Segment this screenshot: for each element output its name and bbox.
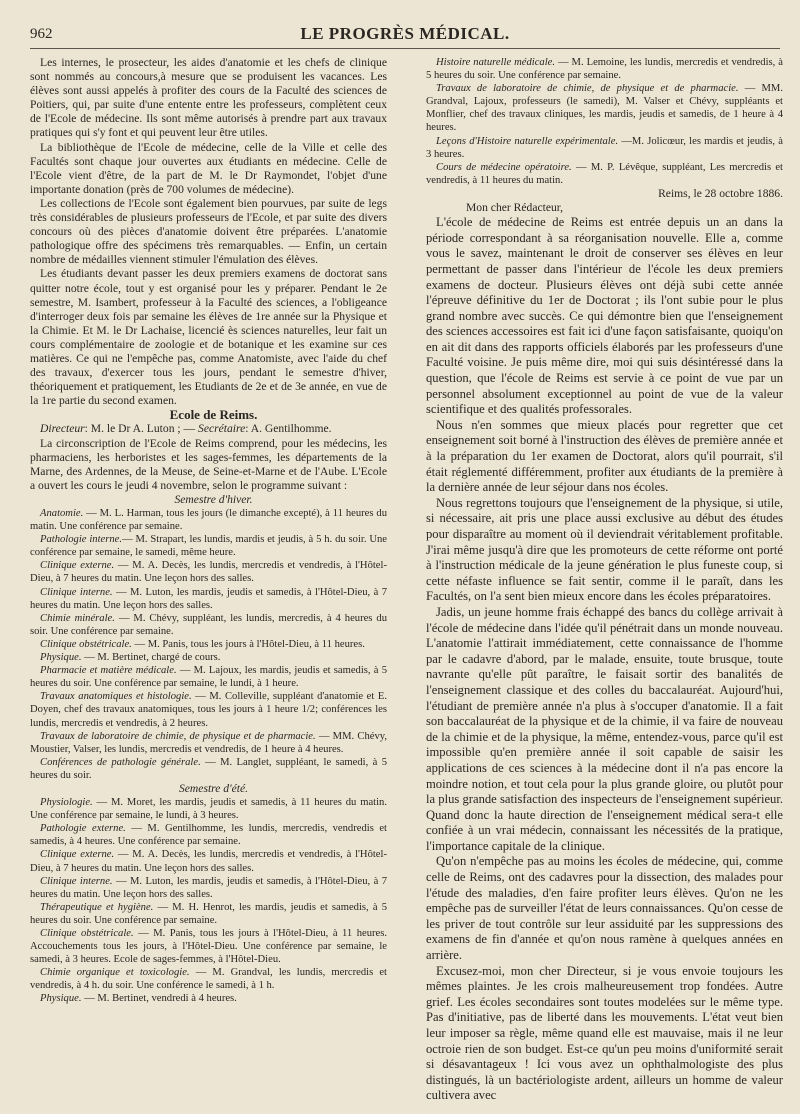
course-name: Physique. [40, 993, 82, 1005]
course-name: Chimie organique et toxicologie. [40, 967, 190, 979]
course-entry [30, 612, 387, 638]
course-details: — M. Bertinet, chargé de cours. [81, 652, 221, 664]
course-details: — M. Lemoine, les lundis, mercredis et vendredis, à 5 heures du soir. Une conférence par semaine. [426, 57, 783, 82]
course-details: —M. Jolicœur, les mardis et jeudis, à 3 heures. [426, 135, 783, 160]
course-entry [426, 82, 783, 134]
secretaire-name: : A. Gentilhomme. [245, 422, 332, 436]
course-details: — M. L. Harman, tous les jours (le dimanche excepté), à 11 heures du matin. Une conférence par semaine. [30, 508, 387, 533]
right-course-list [426, 56, 783, 187]
course-details: — M. A. Decès, les lundis, mercredis et vendredis, à l'Hôtel-Dieu, à 7 heures du matin. Une leçon hors des salles. [30, 849, 387, 874]
directeur-line [30, 422, 387, 436]
page-header [30, 24, 780, 46]
course-name: Histoire naturelle médicale. [436, 57, 556, 68]
course-entry [426, 56, 783, 82]
course-entry [30, 586, 387, 612]
course-details: — M. Lajoux, les mardis, jeudis et samedis, à 5 heures du soir. Une conférence par semaine, le lundi, à 1 heure. [30, 665, 387, 690]
course-details: — M. Colleville, suppléant d'anatomie et E. Doyen, chef des travaux anatomiques, tous les jours à 1 heure 1/2; conférences les lundis, mercredis et vendredis, à 2 heures. [30, 691, 387, 729]
page-number: 962 [30, 26, 53, 42]
course-name: Pathologie externe. [40, 823, 126, 835]
course-entry [30, 848, 387, 874]
course-name: Chimie minérale. [40, 612, 115, 624]
course-details: — M. Grandval, les lundis, mercredis et vendredis, à 4 h. du soir. Une conférence le samedi, à 1 h. [30, 967, 387, 992]
course-details: — MM. Chévy, Moustier, Valser, les lundis, mercredis et vendredis, de 1 heure à 4 heures. [30, 730, 387, 755]
letter-paragraph: Excusez-moi, mon cher Directeur, si je vous envoie toujours les mêmes plaintes. Je les crois malheureusement trop fondées. Autre grief. Les écoles secondaires sont toutes modelées sur le même type. Pas d'initiative, pas de liberté dans les mouvements. L'état veut bien leur imposer sa règle, même quand elle est mauvaise, mais il ne leur octroie rien de son budget. Est-ce qu'un peu moins d'uniformité serait si désavantageux ! Ici vous avez un ophthalmologiste des plus distingués, là un bactériologiste ardent, ailleurs un homme de valeur cultivera avec [426, 963, 783, 1103]
hiver-course-list [30, 507, 387, 782]
course-entry [30, 559, 387, 585]
course-entry [30, 966, 387, 992]
semestre-ete-title: Semestre d'été. [178, 781, 248, 795]
paragraph: Les collections de l'Ecole sont également bien pourvues, par suite de legs très considérables de plusieurs professeurs de l'Ecole, et par suite des divers concours où des pièces d'anatomie doivent être préparées. L'anatomie pathologique offre des spécimens très remarquables. — Enfin, un certain nombre de médailles viennent stimuler l'émulation des élèves. [30, 196, 387, 267]
letter-body [426, 215, 783, 1104]
course-entry [30, 730, 387, 756]
course-name: Pharmacie et matière médicale. [40, 665, 177, 677]
course-details: — MM. Grandval, Lajoux, professeurs (le samedi), M. Valser et Chévy, suppléants et Monflier, chef des travaux cliniques, les mardis, jeudis et samedis, de 1 heure à 4 heures. [426, 83, 783, 134]
course-name: Clinique externe. [40, 849, 115, 861]
letter-paragraph: Qu'on n'empêche pas au moins les écoles de médecine, qui, comme celle de Reims, ont des cadavres pour la dissection, des malades pour l'étude des maladies, d'en faire profiter leurs élèves. Qu'on ne les empêche pas de surveiller l'état de leurs connaissances. Qu'on cesse de les priver de tout contrôle sur leur assiduité par les suppressions des examens de fin d'année et qu'on nous ramène à quelques années en arrière. [426, 854, 783, 963]
course-name: Anatomie. [40, 508, 84, 519]
course-details: — M. P. Lévêque, suppléant, Les mercredis et vendredis, à 11 heures du matin. [426, 161, 783, 186]
course-name: Clinique interne. [40, 875, 113, 887]
running-head-title: LE PROGRÈS MÉDICAL. [300, 24, 510, 43]
letter-paragraph: Nous regrettons toujours que l'enseignement de la physique, si utile, si nécessaire, ait pris une place aussi exclusive au début des études pour disparaître au moment où il deviendrait véritablement profitable. J'irai même jusqu'à dire que les promoteurs de cette réforme ont porté à l'instruction médicale de la jeune génération le plus funeste coup, si cette néfaste influence se fait sentir, comme il le paraît, dans les Facultés, on l'a sent bien mieux encore dans les écoles préparatoires. [426, 495, 783, 604]
ete-course-list [30, 796, 387, 1006]
letter-paragraph: Jadis, un jeune homme frais échappé des bancs du collège arrivait à l'école de médecine dans l'idée qu'il pénétrait dans un monde nouveau. L'anatomie l'attirait immédiatement, cette connaissance de l'homme par le cadavre d'abord, par le malade, ensuite, toute brusque, toute navrante qu'elle pût paraître, le faisait sortir des banalités de l'enseignement classique et des colles du baccalauréat. Aujourd'hui, l'étudiant de première année n'a plus à s'occuper d'anatomie. Il a fait son baccalauréat de la physique et de la chimie, il va faire de nouveau de la chimie et de la physique, la même, entendez-vous, parce qu'il est impossible qu'en première année il soit capable de saisir les applications de ces sciences à la médecine dont il n'a pas encore la moindre notion, et tout cela pour la plus grande gloire, ou plutôt pour la plus grande satisfaction des inspecteurs de l'enseignement supérieur. Quand donc la haute direction de l'enseignement médical sera-t elle confiée à un vrai médecin, connaissant les nécessités de la pratique, l'importance capitale de la clinique. [426, 604, 783, 853]
paragraph: La bibliothèque de l'Ecole de médecine, celle de la Ville et celle des Facultés sont chaque jour ouvertes aux étudiants en médecine. Celle de l'Ecole vient d'être, de la part de M. le Dr Raymondet, l'objet d'une importante donation (près de 700 volumes de médecine). [30, 140, 387, 196]
course-details: — M. Chévy, suppléant, les lundis, mercredis, à 4 heures du soir. Une conférence par semaine. [30, 612, 387, 637]
course-entry [30, 756, 387, 782]
course-name: Conférences de pathologie générale. [40, 756, 201, 768]
paragraph: La circonscription de l'Ecole de Reims comprend, pour les médecins, les pharmaciens, les herboristes et les sages-femmes, les départements de la Marne, des Ardennes, de la Meuse, de Seine-et-Marne et de l'Aube. L'Ecole a ouvert les cours le jeudi 4 novembre, selon le programme suivant : [30, 436, 387, 492]
course-name: Clinique obstétricale. [40, 928, 134, 939]
course-name: Cours de médecine opératoire. [436, 161, 572, 173]
course-entry [426, 161, 783, 187]
course-name: Travaux de laboratoire de chimie, de physique et de pharmacie. [40, 730, 316, 742]
course-name: Travaux de laboratoire de chimie, de physique et de pharmacie. [436, 83, 739, 95]
course-entry [30, 651, 387, 664]
course-entry [30, 901, 387, 927]
course-entry [30, 664, 387, 690]
course-entry [30, 992, 387, 1005]
course-entry [30, 875, 387, 901]
paragraph: Les internes, le prosecteur, les aides d'anatomie et les chefs de clinique sont nommés au concours,à mesure que se produisent les vacances. Les élèves sont aussi appelés à profiter des cours de la Faculté des sciences de Poitiers, qui, par suite d'une entente entre les professeurs, complètent ceux de l'Ecole de médecine. Ils sont même autorisés à prendre part aux travaux pratiques qui s'y font et qui peuvent leur être utiles. [30, 56, 387, 140]
letter-paragraph: Nous n'en sommes que mieux placés pour regretter que cet enseignement soit borné à l'instruction des élèves de première année et à la préparation du 1er examen de Doctorat, alors qu'il pourrait, s'il était réglementé différemment, profiter aux étudiants de la première à la dernière année de leur séjour dans nos écoles. [426, 417, 783, 495]
course-details: — M. Luton, les mardis, jeudis et samedis, à l'Hôtel-Dieu, à 7 heures du matin. Une leçon hors des salles. [30, 875, 387, 900]
letter-salutation: Mon cher Rédacteur, [466, 201, 564, 215]
section-title: Ecole de Reims. [169, 407, 258, 423]
course-details: — M. Panis, tous les jours à l'Hôtel-Dieu, à 11 heures. Accouchements tous les jours, à l'Hôtel-Dieu. Une conférence par semaine, le samedi, à 3 heures. Ecole de sages-femmes, à l'Hôtel-Dieu. [30, 928, 387, 966]
course-name: Physiologie. [40, 797, 93, 809]
course-name: Clinique interne. [40, 586, 113, 598]
course-name: Clinique externe. [40, 560, 115, 572]
course-entry [30, 507, 387, 533]
course-entry [30, 796, 387, 822]
course-entry [30, 638, 387, 651]
course-details: — M. Langlet, suppléant, le samedi, à 5 heures du soir. [30, 756, 387, 781]
course-details: — M. Panis, tous les jours à l'Hôtel-Dieu, à 11 heures. [131, 638, 365, 650]
course-entry [30, 822, 387, 848]
course-details: — M. A. Decès, les lundis, mercredis et vendredis, à l'Hôtel-Dieu, à 7 heures du matin. Une leçon hors des salles. [30, 560, 387, 585]
letter-date: Reims, le 28 octobre 1886. [658, 186, 783, 200]
course-details: — M. H. Henrot, les mardis, jeudis et samedis, à 5 heures du soir. Une conférence par semaine. [30, 901, 387, 926]
course-name: Clinique obstétricale. [40, 638, 132, 650]
course-name: Pathologie interne. [40, 534, 123, 546]
course-entry [30, 927, 387, 966]
course-name: Leçons d'Histoire naturelle expérimentale. [436, 135, 619, 147]
course-details: — M. Luton, les mardis, jeudis et samedis, à l'Hôtel-Dieu, à 7 heures du matin. Une leçon hors des salles. [30, 586, 387, 611]
course-entry [30, 690, 387, 729]
course-entry [426, 135, 783, 161]
course-name: Travaux anatomiques et histologie. [40, 691, 192, 703]
course-details: — M. Gentilhomme, les lundis, mercredis, vendredis et samedis, à 4 heures. Une conférence par semaine. [30, 823, 387, 848]
secretaire-label: Secrétaire [198, 422, 246, 436]
course-details: — M. Strapart, les lundis, mardis et jeudis, à 5 h. du soir. Une conférence par semaine, le samedi, même heure. [30, 534, 387, 559]
course-name: Physique. [40, 652, 82, 664]
course-entry [30, 533, 387, 559]
right-column [426, 56, 783, 1104]
course-details: — M. Bertinet, vendredi à 4 heures. [81, 993, 237, 1005]
letter-paragraph: L'école de médecine de Reims est entrée depuis un an dans la période correspondant à sa réorganisation nouvelle. Elle a, comme vous le savez, maintenant le droit de conserver ses élèves en leur permettant de passer dans l'intérieur de l'école les deux premiers examens de docteur. Plusieurs élèves ont déjà subi cette année l'épreuve définitive du 1er de Doctorat ; ils l'ont subie pour le plus grand nombre avec succès. Ce qui démontre bien que l'enseignement des sciences accessoires est fait ici d'une façon satisfaisante, quoiqu'on en ait dit dans des rapports officiels élaborés par les professeurs d'une Faculté voisine. Je puis même dire, moi qui suis désintéressé dans la question, que l'école de Reims est servie à ce point de vue par un personnel absolument exceptionnel au point de vue de la valeur scientifique et des qualités professorales. [426, 215, 783, 417]
left-column [30, 56, 387, 1006]
directeur-label: Directeur [40, 422, 85, 436]
paragraph: Les étudiants devant passer les deux premiers examens de doctorat sans quitter notre école, tout y est organisé pour les y préparer. Pendant le 2e semestre, M. Isambert, professeur à la Faculté des sciences, a l'obligeance d'interroger deux fois par semaine les élèves de 1re année sur la Physique et la Chimie. Et M. le Dr Lachaise, licencié ès sciences naturelles, leur fait un cours complémentaire de zoologie et de botanique et les examine sur ces matières. Ce qui ne l'empêche pas, comme Anatomiste, avec l'aide du chef des travaux, d'exercer tous les jours, pendant le semestre d'hiver, théoriquement et pratiquement, les Etudiants de 2e et de 3e année, en vue de la 1re partie du second examen. [30, 267, 387, 408]
directeur-name: : M. le Dr A. Luton ; — [84, 422, 196, 436]
course-name: Thérapeutique et hygiène. [40, 901, 154, 913]
course-details: — M. Moret, les mardis, jeudis et samedis, à 11 heures du matin. Une conférence par semaine, le lundi, à 3 heures. [30, 797, 387, 822]
semestre-hiver-title: Semestre d'hiver. [174, 492, 253, 506]
header-rule [30, 48, 780, 49]
